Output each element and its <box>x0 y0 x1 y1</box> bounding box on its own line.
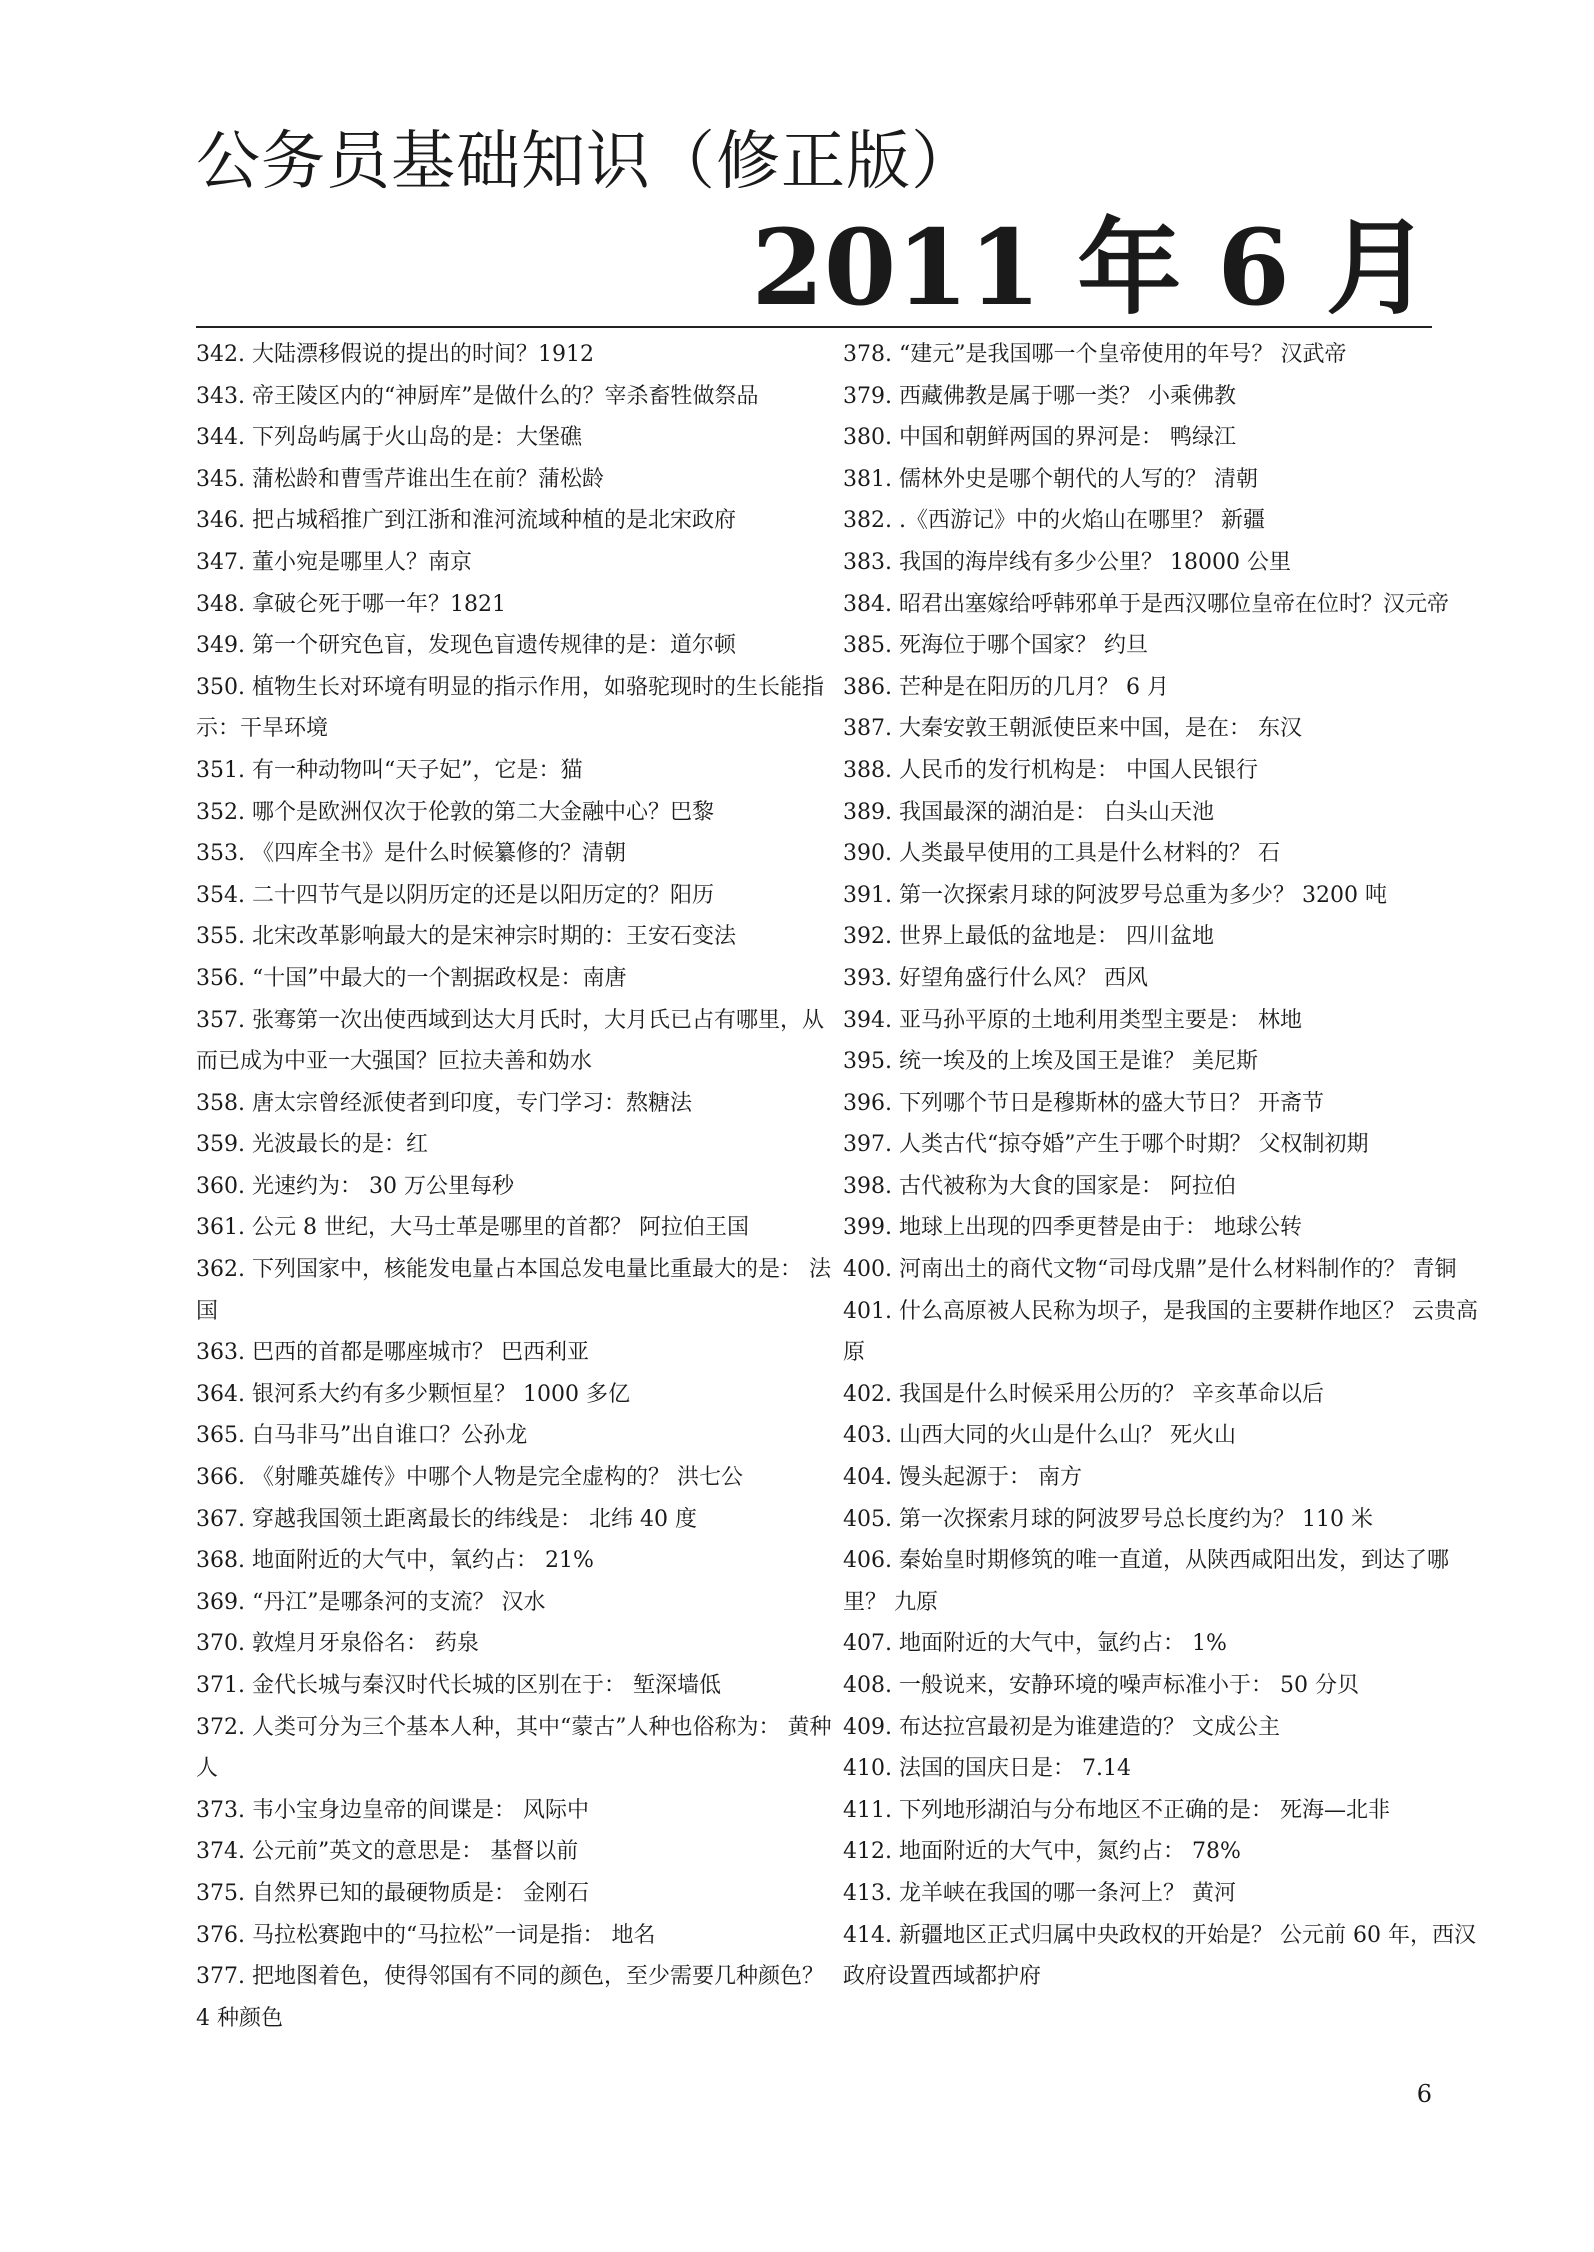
list-item: 402. 我国是什么时候采用公历的？ 辛亥革命以后 <box>843 1381 1324 1407</box>
list-item: 399. 地球上出现的四季更替是由于： 地球公转 <box>843 1215 1302 1241</box>
list-item: 371. 金代长城与秦汉时代长城的区别在于： 堑深墙低 <box>196 1673 721 1698</box>
list-item: 393. 好望角盛行什么风？ 西风 <box>843 965 1148 991</box>
list-item: 345. 蒲松龄和曹雪芹谁出生在前？蒲松龄 <box>196 466 604 492</box>
list-item: 374. 公元前”英文的意思是： 基督以前 <box>196 1839 579 1865</box>
list-item: 373. 韦小宝身边皇帝的间谍是： 风际中 <box>196 1797 589 1823</box>
list-item: 391. 第一次探索月球的阿波罗号总重为多少？ 3200 吨 <box>843 882 1387 908</box>
list-item: 414. 新疆地区正式归属中央政权的开始是？ 公元前 60 年，西汉政府设置西域都护府 <box>843 1922 1476 1990</box>
list-item: 392. 世界上最低的盆地是： 四川盆地 <box>843 924 1214 950</box>
list-item: 395. 统一埃及的上埃及国王是谁？ 美尼斯 <box>843 1049 1258 1075</box>
list-item: 394. 亚马孙平原的土地利用类型主要是： 林地 <box>843 1007 1302 1033</box>
list-item: 346. 把占城稻推广到江浙和淮河流域种植的是北宋政府 <box>196 508 736 534</box>
list-item: 370. 敦煌月牙泉俗名： 药泉 <box>196 1631 479 1657</box>
list-item: 405. 第一次探索月球的阿波罗号总长度约为？ 110 米 <box>843 1506 1373 1532</box>
list-item: 347. 董小宛是哪里人？南京 <box>196 549 472 575</box>
list-item: 404. 馒头起源于： 南方 <box>843 1465 1082 1491</box>
list-item: 367. 穿越我国领土距离最长的纬线是： 北纬 40 度 <box>196 1506 697 1532</box>
list-item: 410. 法国的国庆日是： 7.14 <box>843 1756 1131 1782</box>
document-title: 公务员基础知识（修正版） <box>196 125 976 199</box>
list-item: 396. 下列哪个节日是穆斯林的盛大节日？ 开斋节 <box>843 1090 1324 1116</box>
list-item: 403. 山西大同的火山是什么山？ 死火山 <box>843 1423 1236 1449</box>
list-item: 408. 一般说来，安静环境的噪声标准小于： 50 分贝 <box>843 1673 1359 1698</box>
page-number: 6 <box>1416 2080 1432 2108</box>
list-item: 361. 公元 8 世纪，大马士革是哪里的首都？ 阿拉伯王国 <box>196 1215 749 1241</box>
list-item: 383. 我国的海岸线有多少公里？ 18000 公里 <box>843 549 1291 575</box>
list-item: 352. 哪个是欧洲仅次于伦敦的第二大金融中心？巴黎 <box>196 799 714 825</box>
list-item: 390. 人类最早使用的工具是什么材料的？ 石 <box>843 841 1280 867</box>
list-item: 344. 下列岛屿属于火山岛的是：大堡礁 <box>196 425 582 451</box>
list-item: 357. 张骞第一次出使西域到达大月氏时，大月氏已占有哪里，从而已成为中亚一大强国？叵拉夫善和妫水 <box>196 1007 824 1075</box>
list-item: 356. “十国”中最大的一个割据政权是：南唐 <box>196 965 627 991</box>
left-column <box>196 334 836 2039</box>
list-item: 358. 唐太宗曾经派使者到印度，专门学习：熬糖法 <box>196 1090 692 1116</box>
list-item: 354. 二十四节气是以阴历定的还是以阳历定的？阳历 <box>196 882 714 908</box>
list-item: 342. 大陆漂移假说的提出的时间？1912 <box>196 342 594 367</box>
list-item: 369. “丹江”是哪条河的支流？ 汉水 <box>196 1589 546 1615</box>
list-item: 387. 大秦安敦王朝派使臣来中国，是在： 东汉 <box>843 716 1302 742</box>
list-item: 411. 下列地形湖泊与分布地区不正确的是： 死海—北非 <box>843 1797 1390 1823</box>
list-item: 398. 古代被称为大食的国家是： 阿拉伯 <box>843 1173 1236 1199</box>
list-item: 350. 植物生长对环境有明显的指示作用，如骆驼现时的生长能指示：干旱环境 <box>196 674 824 742</box>
list-item: 372. 人类可分为三个基本人种，其中“蒙古”人种也俗称为： 黄种人 <box>196 1714 832 1782</box>
list-item: 379. 西藏佛教是属于哪一类？ 小乘佛教 <box>843 383 1236 409</box>
list-item: 364. 银河系大约有多少颗恒星？ 1000 多亿 <box>196 1381 630 1407</box>
list-item: 406. 秦始皇时期修筑的唯一直道，从陕西咸阳出发，到达了哪里？ 九原 <box>843 1548 1449 1615</box>
list-item: 368. 地面附近的大气中，氧约占： 21% <box>196 1548 594 1574</box>
right-column <box>843 334 1483 1998</box>
list-item: 384. 昭君出塞嫁给呼韩邪单于是西汉哪位皇帝在位时？汉元帝 <box>843 591 1449 617</box>
list-item: 407. 地面附近的大气中，氩约占： 1% <box>843 1631 1227 1657</box>
list-item: 401. 什么高原被人民称为坝子，是我国的主要耕作地区？ 云贵高原 <box>843 1298 1478 1366</box>
list-item: 349. 第一个研究色盲，发现色盲遗传规律的是：道尔顿 <box>196 633 736 659</box>
document-date: 2011 年 6 月 <box>751 206 1430 329</box>
list-item: 377. 把地图着色，使得邻国有不同的颜色，至少需要几种颜色？ 4 种颜色 <box>196 1964 824 2031</box>
list-item: 360. 光速约为： 30 万公里每秒 <box>196 1173 514 1199</box>
list-item: 353. 《四库全书》是什么时候纂修的？清朝 <box>196 841 626 867</box>
list-item: 355. 北宋改革影响最大的是宋神宗时期的：王安石变法 <box>196 924 736 950</box>
list-item: 400. 河南出土的商代文物“司母戊鼎”是什么材料制作的？ 青铜 <box>843 1257 1457 1283</box>
list-item: 376. 马拉松赛跑中的“马拉松”一词是指： 地名 <box>196 1922 656 1948</box>
list-item: 386. 芒种是在阳历的几月？ 6 月 <box>843 674 1169 700</box>
list-item: 351. 有一种动物叫“天子妃”，它是：猫 <box>196 757 583 783</box>
list-item: 412. 地面附近的大气中，氮约占： 78% <box>843 1839 1241 1865</box>
list-item: 375. 自然界已知的最硬物质是： 金刚石 <box>196 1880 589 1906</box>
list-item: 362. 下列国家中，核能发电量占本国总发电量比重最大的是： 法国 <box>196 1257 831 1324</box>
list-item: 409. 布达拉宫最初是为谁建造的？ 文成公主 <box>843 1714 1280 1740</box>
list-item: 366. 《射雕英雄传》中哪个人物是完全虚构的？ 洪七公 <box>196 1465 743 1491</box>
list-item: 381. 儒林外史是哪个朝代的人写的？ 清朝 <box>843 466 1258 492</box>
list-item: 388. 人民币的发行机构是： 中国人民银行 <box>843 757 1258 783</box>
list-item: 389. 我国最深的湖泊是： 白头山天池 <box>843 799 1214 825</box>
header-divider <box>196 326 1432 328</box>
list-item: 348. 拿破仑死于哪一年？1821 <box>196 591 506 617</box>
list-item: 385. 死海位于哪个国家？ 约旦 <box>843 633 1148 659</box>
list-item: 413. 龙羊峡在我国的哪一条河上？ 黄河 <box>843 1880 1236 1906</box>
list-item: 365. 白马非马”出自谁口？公孙龙 <box>196 1423 528 1449</box>
list-item: 363. 巴西的首都是哪座城市？ 巴西利亚 <box>196 1340 589 1366</box>
list-item: 359. 光波最长的是：红 <box>196 1132 428 1158</box>
list-item: 343. 帝王陵区内的“神厨库”是做什么的？宰杀畜牲做祭品 <box>196 383 759 409</box>
list-item: 378. “建元”是我国哪一个皇帝使用的年号？ 汉武帝 <box>843 342 1347 367</box>
list-item: 380. 中国和朝鲜两国的界河是： 鸭绿江 <box>843 425 1236 451</box>
list-item: 397. 人类古代“掠夺婚”产生于哪个时期？ 父权制初期 <box>843 1132 1369 1158</box>
list-item: 382. .《西游记》中的火焰山在哪里？ 新疆 <box>843 508 1265 534</box>
